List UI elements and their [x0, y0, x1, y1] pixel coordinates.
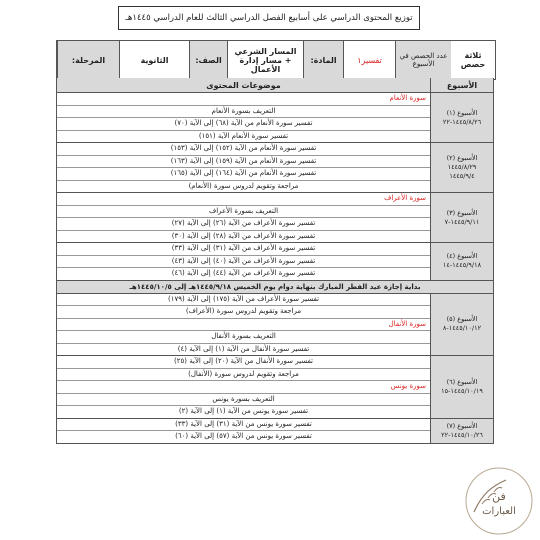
lesson-item: التعريف بسورة الأعراف: [57, 206, 430, 219]
week-row: [56, 419, 494, 444]
week-label: ١٤٤٥/١٠/٢٦-٢٢: [441, 430, 483, 439]
lesson-item: تفسير سورة الأنعام من الآية (١٦٤) إلى الآية (١٦٥): [57, 168, 430, 181]
week-label: الأسبوع (٦): [446, 377, 478, 386]
sura-heading: سورة يونس: [57, 381, 430, 394]
column-headers: [56, 78, 494, 93]
lesson-item: تفسير سورة الأنعام من الآية (١٥٩) إلى الآية (١٦٣): [57, 156, 430, 169]
holiday-banner: بداية إجازة عيد الفطر المبارك بنهاية دوام يوم الخميس ١٤٤٥/٩/١٨هـ إلى ١٤٤٥/١٠/٥هـ: [56, 281, 494, 294]
page-title: توزيع المحتوى الدراسي على أسابيع الفصل الدراسي الثالث للعام الدراسي ١٤٤٥هـ: [118, 6, 420, 30]
content-table: [56, 78, 494, 444]
stage-label: المرحلة:: [57, 41, 119, 79]
week-label: ١٤٤٥/١٠/١٩-١٥: [441, 386, 483, 395]
track-value: المسار الشرعي + مسار إدارة الأعمال: [227, 41, 303, 79]
content-cell: [57, 93, 430, 142]
week-cell: [430, 419, 493, 443]
sura-heading: سورة الأنفال: [57, 319, 430, 332]
info-header: [56, 40, 496, 80]
week-label: الأسبوع (٢): [446, 154, 478, 162]
week-label: ١٤٤٥/٨/٢٩: [447, 163, 477, 171]
week-label: الأسبوع (٣): [446, 208, 478, 217]
lesson-item: تفسير سورة الأعراف من الآية (٤٠) إلى الآية (٤٣): [57, 256, 430, 269]
week-cell: [430, 193, 493, 242]
lesson-item: تفسير سورة الأعراف من الآية (٢٦) إلى الآية (٢٧): [57, 218, 430, 231]
week-row: [56, 93, 494, 143]
week-label: ١٤٤٥/٩/٤: [449, 172, 475, 180]
week-label: ١٤٤٥/٩/١١-٧: [444, 217, 480, 226]
week-row: [56, 193, 494, 243]
lesson-item: تفسير سورة الأعراف من الآية (١٧٥) إلى الآية (١٧٩): [57, 294, 430, 307]
week-column-header: الأسبوع: [430, 78, 493, 92]
lesson-item: تفسير سورة الأنعام الآية (١٥١): [198, 131, 289, 140]
lesson-item: تفسير سورة الأعراف من الآية (٢٨) إلى الآية (٣٠): [171, 231, 316, 240]
week-label: ١٤٤٥/٨/٢٦-٢٢: [442, 117, 482, 126]
lesson-item: تفسير سورة يونس من الآية (٣١) إلى الآية (٣٣): [57, 419, 430, 432]
periods-label: عدد الحصص في الأسبوع: [395, 41, 451, 79]
grade-label: الصف:: [189, 41, 227, 79]
week-cell: [430, 93, 493, 142]
lesson-item: التعريف بسورة يونس: [57, 394, 430, 407]
week-label: الأسبوع (٧): [446, 421, 478, 430]
lesson-item: تفسير سورة الأعراف من الآية (٣١) إلى الآية (٣٣): [57, 243, 430, 256]
week-row: [56, 294, 494, 357]
week-cell: [430, 243, 493, 280]
week-label: الأسبوع (٤): [446, 252, 478, 261]
lesson-item: مراجعة وتقويم لدروس سورة (الأنعام): [188, 181, 299, 190]
site-logo: [462, 464, 536, 538]
sura-heading: سورة الأنعام: [57, 93, 430, 106]
week-label: ١٤٤٥/١٠/١٢-٨: [442, 324, 482, 333]
week-row: [56, 243, 494, 281]
svg-text:العبارات: العبارات: [482, 506, 516, 517]
lesson-item: التعريف بسورة الأنفال: [57, 331, 430, 344]
svg-text:فن: فن: [492, 490, 506, 503]
week-row: [56, 143, 494, 193]
lesson-item: تفسير سورة الأنفال من الآية (١) إلى الآية (٤): [177, 344, 310, 353]
lesson-item: تفسير سورة يونس من الآية (٥٧) إلى الآية (٦٠): [175, 432, 312, 440]
week-cell: [430, 294, 493, 356]
subject-value: تفسير١: [343, 41, 395, 79]
lesson-item: تفسير سورة يونس من الآية (١) إلى الآية (٢): [178, 407, 309, 415]
week-label: الأسبوع (١): [446, 108, 478, 117]
subject-label: المادة:: [303, 41, 343, 79]
lesson-item: تفسير سورة الأنعام من الآية (١٥٢) إلى الآية (١٥٣): [57, 143, 430, 156]
content-cell: [57, 243, 430, 280]
week-cell: [430, 143, 493, 192]
sura-heading: سورة الأعراف: [57, 193, 430, 206]
week-label: الأسبوع (٥): [446, 315, 478, 324]
lesson-item: تفسير سورة الأعراف من الآية (٤٤) إلى الآية (٤٦): [171, 269, 316, 277]
content-cell: [57, 143, 430, 192]
week-row: [56, 356, 494, 419]
week-label: ١٤٤٥/٩/١٨-١٤: [442, 261, 482, 270]
lesson-item: تفسير سورة الأنفال من الآية (٢٠) إلى الآية (٢٥): [57, 356, 430, 369]
week-cell: [430, 356, 493, 418]
lesson-item: تفسير سورة الأنعام من الآية (٦٨) إلى الآية (٧٠): [57, 118, 430, 131]
content-column-header: موضوعات المحتوى: [57, 78, 430, 92]
content-cell: [57, 294, 430, 356]
stage-value: الثانوية: [119, 41, 189, 79]
content-cell: [57, 356, 430, 418]
lesson-item: مراجعة وتقويم لدروس سورة (الأنفال): [57, 369, 430, 382]
lesson-item: التعريف بسورة الأنعام: [57, 106, 430, 119]
lesson-item: مراجعة وتقويم لدروس سورة (الأعراف): [57, 306, 430, 319]
content-cell: [57, 193, 430, 242]
content-cell: [57, 419, 430, 443]
periods-value: ثلاثة حصص: [460, 51, 486, 69]
